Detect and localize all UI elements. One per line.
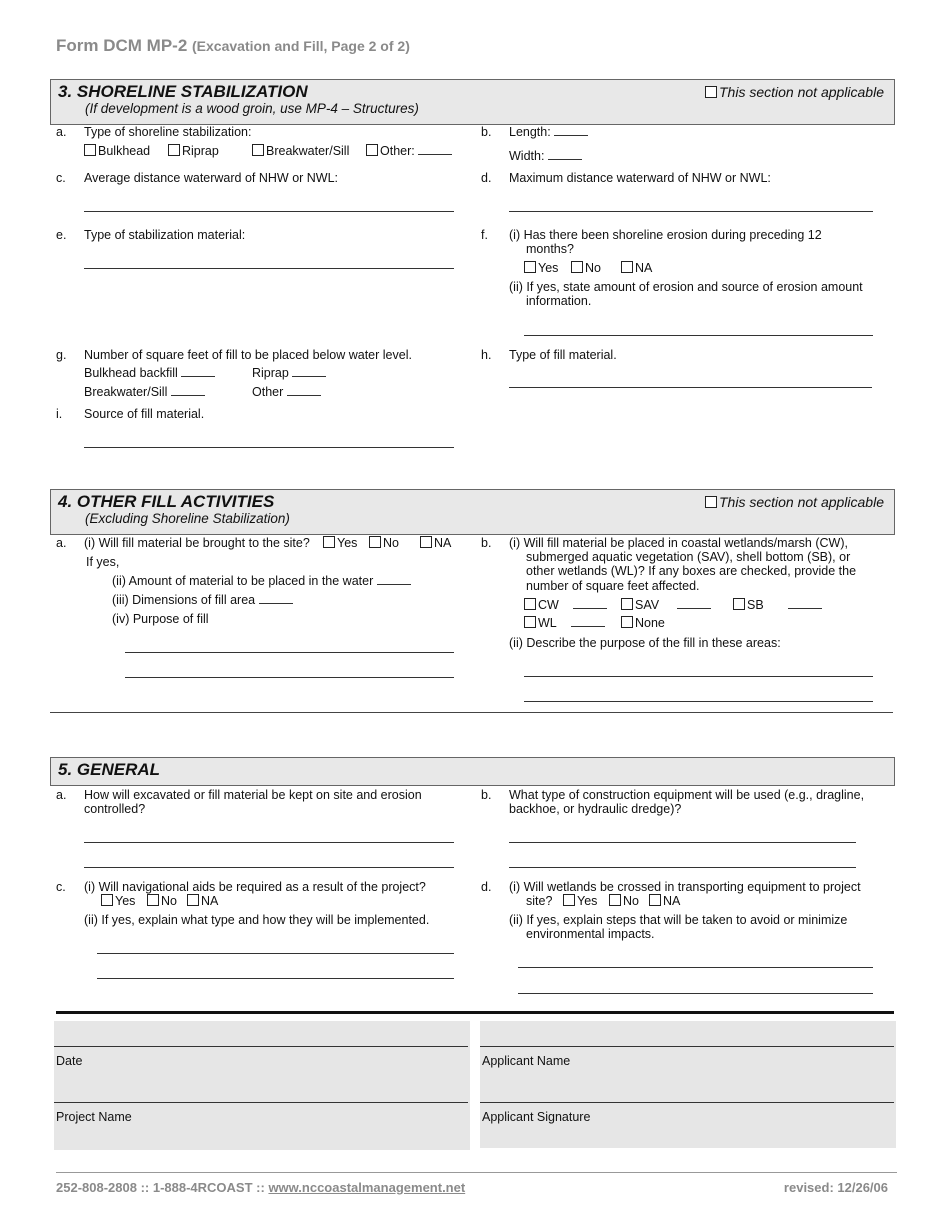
wetlands-crossing-na[interactable]: NA	[649, 894, 680, 908]
checkbox[interactable]	[168, 144, 180, 156]
section-4-subtitle: (Excluding Shoreline Stabilization)	[85, 511, 290, 526]
stabilization-type-label: Type of shoreline stabilization:	[84, 125, 252, 139]
maximum-distance-label: Maximum distance waterward of NHW or NWL:	[509, 171, 771, 185]
footer-contact	[56, 1180, 465, 1195]
nav-aids-no[interactable]: No	[147, 894, 177, 908]
erosion-yes[interactable]: Yes	[524, 261, 558, 275]
riprap-field[interactable]: Riprap	[252, 366, 326, 380]
item-letter: e.	[56, 228, 67, 242]
wetlands-crossing-question-cont: site?	[526, 894, 553, 908]
erosion-amount-question: (ii) If yes, state amount of erosion and source of erosion amount	[509, 280, 863, 294]
fill-purpose-areas-line[interactable]	[524, 701, 873, 702]
section-3-header	[50, 79, 895, 125]
item-letter: f.	[481, 228, 488, 242]
maximum-distance-line[interactable]	[509, 211, 873, 212]
erosion-na[interactable]: NA	[621, 261, 652, 275]
project-name-label: Project Name	[56, 1110, 132, 1124]
applicant-name-label: Applicant Name	[482, 1054, 571, 1068]
item-letter: b.	[481, 536, 492, 550]
fill-purpose-areas-label: (ii) Describe the purpose of the fill in these areas:	[509, 636, 781, 650]
cw-blank[interactable]	[573, 598, 607, 609]
length-blank[interactable]	[554, 125, 588, 136]
checkbox[interactable]	[571, 261, 583, 273]
erosion-amount-question-cont: information.	[526, 294, 592, 308]
footer-phones: 252-808-2808 :: 1-888-4RCOAST ::	[56, 1180, 265, 1195]
form-subtitle: (Excavation and Fill, Page 2 of 2)	[192, 38, 410, 54]
navigational-aids-line[interactable]	[97, 978, 454, 979]
fill-material-type-line[interactable]	[509, 387, 872, 388]
section-3-subtitle: (If development is a wood groin, use MP-4 – Structures)	[85, 101, 419, 116]
erosion-amount-line[interactable]	[524, 335, 873, 336]
other-blank[interactable]	[418, 144, 452, 155]
checkbox[interactable]	[524, 616, 536, 628]
checkbox[interactable]	[187, 894, 199, 906]
section-divider	[50, 712, 893, 713]
wetlands-crossing-line[interactable]	[518, 993, 873, 994]
checkbox[interactable]	[147, 894, 159, 906]
sb-blank[interactable]	[788, 598, 822, 609]
stabilization-material-label: Type of stabilization material:	[84, 228, 246, 242]
wetland-sav[interactable]: SAV	[621, 598, 659, 612]
item-letter: g.	[56, 348, 67, 362]
wetlands-question-line-2: submerged aquatic vegetation (SAV), shell bottom (SB), or	[526, 550, 851, 564]
erosion-no[interactable]: No	[571, 261, 601, 275]
checkbox[interactable]	[563, 894, 575, 906]
equipment-question-cont: backhoe, or hydraulic dredge)?	[509, 802, 682, 816]
wetlands-crossing-no[interactable]: No	[609, 894, 639, 908]
navigational-aids-explain: (ii) If yes, explain what type and how they will be implemented.	[84, 913, 430, 927]
section-4-not-applicable[interactable]: This section not applicable	[705, 494, 884, 510]
nav-aids-yes[interactable]: Yes	[101, 894, 135, 908]
project-name-line[interactable]	[54, 1102, 468, 1103]
checkbox[interactable]	[84, 144, 96, 156]
checkbox[interactable]	[705, 496, 717, 508]
applicant-signature-label: Applicant Signature	[482, 1110, 591, 1124]
bulkhead-backfill-field[interactable]: Bulkhead backfill	[84, 366, 215, 380]
blank[interactable]	[292, 366, 326, 377]
checkbox[interactable]	[101, 894, 113, 906]
fill-brought-question: (i) Will fill material be brought to the site?	[84, 536, 310, 550]
section-3-title: 3. SHORELINE STABILIZATION	[58, 82, 308, 101]
breakwater-sill-field[interactable]: Breakwater/Sill	[84, 385, 205, 399]
item-letter: a.	[56, 536, 67, 550]
wetlands-question-line-3: other wetlands (WL)? If any boxes are checked, provide the	[526, 564, 857, 578]
section-4-title: 4. OTHER FILL ACTIVITIES	[58, 492, 275, 511]
erosion-control-line[interactable]	[84, 867, 454, 868]
equipment-line[interactable]	[509, 842, 856, 843]
checkbox[interactable]	[609, 894, 621, 906]
average-distance-label: Average distance waterward of NHW or NWL:	[84, 171, 339, 185]
navigational-aids-line[interactable]	[97, 953, 454, 954]
fill-brought-no[interactable]: No	[369, 536, 399, 550]
date-line[interactable]	[54, 1046, 468, 1047]
other-field[interactable]: Other	[252, 385, 321, 399]
wetlands-crossing-question: (i) Will wetlands be crossed in transporting equipment to project	[509, 880, 861, 894]
erosion-control-question-cont: controlled?	[84, 802, 146, 816]
length-field[interactable]: Length:	[509, 125, 588, 139]
checkbox[interactable]	[621, 261, 633, 273]
checkbox[interactable]	[621, 598, 633, 610]
wetlands-question-line-4: number of square feet affected.	[526, 579, 700, 593]
applicant-name-line[interactable]	[480, 1046, 894, 1047]
item-letter: d.	[481, 880, 492, 894]
item-letter: b.	[481, 788, 492, 802]
signature-divider	[56, 1011, 894, 1014]
if-yes-label: If yes,	[86, 555, 120, 569]
wetlands-question-line-1: (i) Will fill material be placed in coastal wetlands/marsh (CW),	[509, 536, 848, 550]
checkbox[interactable]	[252, 144, 264, 156]
fill-purpose-line[interactable]	[125, 652, 454, 653]
stabilization-option-bulkhead[interactable]: Bulkhead	[84, 144, 150, 158]
average-distance-line[interactable]	[84, 211, 454, 212]
navigational-aids-question: (i) Will navigational aids be required as a result of the project?	[84, 880, 426, 894]
checkbox[interactable]	[420, 536, 432, 548]
form-title-main: Form DCM MP-2	[56, 36, 188, 55]
item-letter: c.	[56, 171, 66, 185]
checkbox[interactable]	[323, 536, 335, 548]
signature-left-box	[54, 1021, 470, 1150]
nav-aids-na[interactable]: NA	[187, 894, 218, 908]
wetlands-crossing-line[interactable]	[518, 967, 873, 968]
equipment-line[interactable]	[509, 867, 856, 868]
wetland-wl[interactable]: WL	[524, 616, 557, 630]
fill-dimensions-field[interactable]: (iii) Dimensions of fill area	[112, 593, 293, 607]
width-field[interactable]: Width:	[509, 149, 582, 163]
section-3-not-applicable[interactable]: This section not applicable	[705, 84, 884, 100]
wetlands-crossing-explain: (ii) If yes, explain steps that will be taken to avoid or minimize	[509, 913, 848, 927]
wetlands-crossing-explain-cont: environmental impacts.	[526, 927, 655, 941]
blank[interactable]	[171, 385, 205, 396]
applicant-signature-line[interactable]	[480, 1102, 894, 1103]
item-letter: a.	[56, 788, 67, 802]
erosion-control-line[interactable]	[84, 842, 454, 843]
checkbox[interactable]	[369, 536, 381, 548]
item-letter: c.	[56, 880, 66, 894]
date-label: Date	[56, 1054, 83, 1068]
wetland-sb[interactable]: SB	[733, 598, 764, 612]
blank[interactable]	[181, 366, 215, 377]
checkbox[interactable]	[621, 616, 633, 628]
wetland-cw[interactable]: CW	[524, 598, 559, 612]
equipment-question: What type of construction equipment will be used (e.g., dragline,	[509, 788, 865, 802]
blank[interactable]	[259, 593, 293, 604]
footer-rule	[56, 1172, 897, 1173]
stabilization-option-breakwater[interactable]: Breakwater/Sill	[252, 144, 349, 158]
checkbox[interactable]	[524, 261, 536, 273]
fill-material-type-label: Type of fill material.	[509, 348, 617, 362]
item-letter: a.	[56, 125, 67, 139]
erosion-question: (i) Has there been shoreline erosion during preceding 12	[509, 228, 822, 242]
form-title	[56, 36, 410, 56]
checkbox[interactable]	[733, 598, 745, 610]
material-amount-field[interactable]: (ii) Amount of material to be placed in the water	[112, 574, 411, 588]
wetlands-crossing-yes[interactable]: Yes	[563, 894, 597, 908]
stabilization-option-riprap[interactable]: Riprap	[168, 144, 219, 158]
checkbox[interactable]	[705, 86, 717, 98]
blank[interactable]	[287, 385, 321, 396]
fill-brought-na[interactable]: NA	[420, 536, 451, 550]
checkbox[interactable]	[366, 144, 378, 156]
section-4-header	[50, 489, 895, 535]
wl-blank[interactable]	[571, 616, 605, 627]
section-5-title: 5. GENERAL	[58, 760, 161, 779]
fill-brought-yes[interactable]: Yes	[323, 536, 357, 550]
stabilization-material-line[interactable]	[84, 268, 454, 269]
sav-blank[interactable]	[677, 598, 711, 609]
erosion-control-question: How will excavated or fill material be kept on site and erosion	[84, 788, 422, 802]
wetland-none[interactable]: None	[621, 616, 665, 630]
item-letter: h.	[481, 348, 492, 362]
fill-purpose-line[interactable]	[125, 677, 454, 678]
item-letter: b.	[481, 125, 492, 139]
signature-right-box	[480, 1021, 896, 1148]
item-letter: i.	[56, 407, 63, 421]
checkbox[interactable]	[649, 894, 661, 906]
fill-purpose-label: (iv) Purpose of fill	[112, 612, 209, 626]
width-blank[interactable]	[548, 149, 582, 160]
footer-revised: revised: 12/26/06	[783, 1180, 888, 1195]
fill-purpose-areas-line[interactable]	[524, 676, 873, 677]
footer-website-link[interactable]: www.nccoastalmanagement.net	[268, 1180, 466, 1195]
stabilization-option-other[interactable]: Other:	[366, 144, 452, 158]
blank[interactable]	[377, 574, 411, 585]
fill-square-feet-label: Number of square feet of fill to be placed below water level.	[84, 348, 412, 362]
item-letter: d.	[481, 171, 492, 185]
fill-source-line[interactable]	[84, 447, 454, 448]
erosion-question-cont: months?	[526, 242, 574, 256]
fill-source-label: Source of fill material.	[84, 407, 205, 421]
checkbox[interactable]	[524, 598, 536, 610]
section-5-header	[50, 757, 895, 786]
